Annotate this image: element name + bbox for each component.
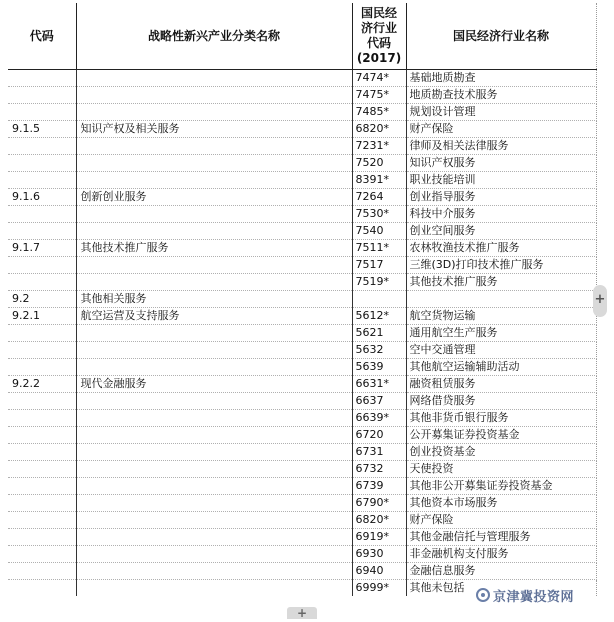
cell-strategic-name	[76, 138, 352, 155]
cell-industry-name: 创业投资基金	[406, 444, 596, 461]
cell-industry-name: 地质勘查技术服务	[406, 87, 596, 104]
cell-strategic-name	[76, 342, 352, 359]
header-industry-code-line1: 国民经	[360, 6, 397, 20]
table-row	[8, 563, 596, 580]
cell-industry-name: 金融信息服务	[406, 563, 596, 580]
cell-strategic-name	[76, 70, 352, 87]
cell-industry-code: 7264	[352, 189, 406, 206]
cell-industry-name: 创业指导服务	[406, 189, 596, 206]
cell-industry-name: 创业空间服务	[406, 223, 596, 240]
cell-code	[8, 529, 76, 546]
table-row	[8, 546, 596, 563]
cell-strategic-name: 航空运营及支持服务	[76, 308, 352, 325]
cell-code	[8, 70, 76, 87]
cell-code: 9.1.6	[8, 189, 76, 206]
cell-code	[8, 359, 76, 376]
cell-industry-code: 6940	[352, 563, 406, 580]
cell-strategic-name	[76, 461, 352, 478]
cell-code	[8, 478, 76, 495]
cell-strategic-name	[76, 410, 352, 427]
cell-strategic-name	[76, 359, 352, 376]
cell-industry-code: 6631*	[352, 376, 406, 393]
cell-strategic-name	[76, 444, 352, 461]
cell-code	[8, 104, 76, 121]
cell-industry-code: 7519*	[352, 274, 406, 291]
table-row	[8, 410, 596, 427]
cell-industry-name: 规划设计管理	[406, 104, 596, 121]
table-row	[8, 342, 596, 359]
cell-strategic-name	[76, 512, 352, 529]
table-row	[8, 257, 596, 274]
cell-strategic-name: 创新创业服务	[76, 189, 352, 206]
header-industry-code	[352, 3, 406, 70]
cell-code: 9.2	[8, 291, 76, 308]
cell-strategic-name	[76, 529, 352, 546]
table-body	[8, 70, 596, 597]
cell-industry-code: 6930	[352, 546, 406, 563]
cell-code	[8, 495, 76, 512]
cell-industry-name: 其他未包括	[406, 580, 596, 597]
cell-industry-code: 7475*	[352, 87, 406, 104]
cell-industry-name: 天使投资	[406, 461, 596, 478]
cell-industry-name: 其他非公开募集证券投资基金	[406, 478, 596, 495]
cell-strategic-name	[76, 206, 352, 223]
wechat-logo-icon	[476, 588, 490, 602]
cell-industry-name: 通用航空生产服务	[406, 325, 596, 342]
cell-code	[8, 444, 76, 461]
cell-industry-code: 5621	[352, 325, 406, 342]
cell-industry-code: 6637	[352, 393, 406, 410]
cell-code: 9.1.7	[8, 240, 76, 257]
table-row	[8, 529, 596, 546]
table-row	[8, 223, 596, 240]
cell-industry-code: 8391*	[352, 172, 406, 189]
table-row	[8, 70, 596, 87]
cell-code: 9.1.5	[8, 121, 76, 138]
table-row	[8, 189, 596, 206]
cell-industry-code: 5632	[352, 342, 406, 359]
cell-industry-name: 职业技能培训	[406, 172, 596, 189]
cell-industry-code: 7511*	[352, 240, 406, 257]
cell-code	[8, 512, 76, 529]
cell-code	[8, 206, 76, 223]
header-industry-code-line2: 济行业	[360, 21, 397, 35]
table-row	[8, 121, 596, 138]
cell-strategic-name	[76, 580, 352, 597]
table-row	[8, 104, 596, 121]
table-row	[8, 155, 596, 172]
cell-strategic-name	[76, 478, 352, 495]
cell-code: 9.2.1	[8, 308, 76, 325]
cell-industry-code: 7485*	[352, 104, 406, 121]
cell-industry-name: 财产保险	[406, 512, 596, 529]
cell-code: 9.2.2	[8, 376, 76, 393]
cell-code	[8, 155, 76, 172]
cell-industry-name: 空中交通管理	[406, 342, 596, 359]
plus-icon: +	[594, 292, 606, 307]
cell-industry-code: 5612*	[352, 308, 406, 325]
cell-industry-code: 6820*	[352, 121, 406, 138]
table-row	[8, 376, 596, 393]
header-industry-code-line3: 代码	[366, 36, 391, 50]
cell-industry-name: 律师及相关法律服务	[406, 138, 596, 155]
cell-industry-name: 三维(3D)打印技术推广服务	[406, 257, 596, 274]
cell-industry-code: 7540	[352, 223, 406, 240]
cell-strategic-name: 现代金融服务	[76, 376, 352, 393]
cell-industry-code: 6639*	[352, 410, 406, 427]
cell-industry-code: 7530*	[352, 206, 406, 223]
cell-strategic-name	[76, 223, 352, 240]
cell-industry-name: 非金融机构支付服务	[406, 546, 596, 563]
cell-code	[8, 427, 76, 444]
watermark	[476, 586, 574, 604]
cell-code	[8, 138, 76, 155]
cell-code	[8, 325, 76, 342]
table-row	[8, 325, 596, 342]
cell-code	[8, 546, 76, 563]
cell-industry-name: 农林牧渔技术推广服务	[406, 240, 596, 257]
cell-industry-name: 其他非货币银行服务	[406, 410, 596, 427]
cell-code	[8, 410, 76, 427]
cell-strategic-name: 其他相关服务	[76, 291, 352, 308]
expand-side-handle[interactable]	[593, 285, 607, 317]
cell-code	[8, 257, 76, 274]
cell-industry-name	[406, 291, 596, 308]
header-code: 代码	[8, 3, 76, 70]
cell-industry-code	[352, 291, 406, 308]
cell-industry-name: 其他技术推广服务	[406, 274, 596, 291]
table-row	[8, 274, 596, 291]
cell-strategic-name	[76, 495, 352, 512]
header-strategic-name: 战略性新兴产业分类名称	[76, 3, 352, 70]
cell-strategic-name	[76, 274, 352, 291]
cell-industry-code: 6732	[352, 461, 406, 478]
table-row	[8, 206, 596, 223]
table-row	[8, 393, 596, 410]
cell-industry-name: 科技中介服务	[406, 206, 596, 223]
table-row	[8, 478, 596, 495]
table-row	[8, 461, 596, 478]
cell-strategic-name	[76, 172, 352, 189]
cell-strategic-name	[76, 563, 352, 580]
table-row	[8, 240, 596, 257]
header-industry-code-line4: (2017)	[356, 51, 402, 65]
cell-industry-name: 融资租赁服务	[406, 376, 596, 393]
cell-industry-code: 7474*	[352, 70, 406, 87]
cell-strategic-name	[76, 325, 352, 342]
cell-code	[8, 172, 76, 189]
cell-strategic-name	[76, 155, 352, 172]
cell-industry-code: 6999*	[352, 580, 406, 597]
cell-industry-name: 其他金融信托与管理服务	[406, 529, 596, 546]
watermark-text: 京津冀投资网	[493, 589, 575, 605]
cell-industry-name: 公开募集证券投资基金	[406, 427, 596, 444]
table-row	[8, 138, 596, 155]
table-row	[8, 87, 596, 104]
cell-industry-code: 6720	[352, 427, 406, 444]
cell-industry-code: 6919*	[352, 529, 406, 546]
cell-industry-name: 其他航空运输辅助活动	[406, 359, 596, 376]
cell-industry-name: 基础地质勘查	[406, 70, 596, 87]
table-row	[8, 495, 596, 512]
cell-strategic-name	[76, 427, 352, 444]
cell-strategic-name	[76, 87, 352, 104]
cell-industry-name: 知识产权服务	[406, 155, 596, 172]
cell-industry-name: 网络借贷服务	[406, 393, 596, 410]
cell-industry-code: 5639	[352, 359, 406, 376]
cell-code	[8, 393, 76, 410]
cell-industry-code: 6731	[352, 444, 406, 461]
cell-code	[8, 87, 76, 104]
cell-code	[8, 580, 76, 597]
table-row	[8, 308, 596, 325]
cell-industry-name: 其他资本市场服务	[406, 495, 596, 512]
table-row	[8, 291, 596, 308]
cell-industry-code: 6790*	[352, 495, 406, 512]
expand-bottom-handle[interactable]	[287, 607, 317, 619]
cell-strategic-name: 其他技术推广服务	[76, 240, 352, 257]
cell-code	[8, 461, 76, 478]
cell-code	[8, 563, 76, 580]
cell-industry-code: 6739	[352, 478, 406, 495]
cell-industry-code: 7231*	[352, 138, 406, 155]
cell-strategic-name	[76, 257, 352, 274]
industry-classification-table	[8, 3, 597, 596]
cell-industry-name: 航空货物运输	[406, 308, 596, 325]
cell-strategic-name	[76, 104, 352, 121]
table-row	[8, 512, 596, 529]
cell-strategic-name: 知识产权及相关服务	[76, 121, 352, 138]
cell-code	[8, 342, 76, 359]
cell-strategic-name	[76, 393, 352, 410]
cell-industry-name: 财产保险	[406, 121, 596, 138]
table-row	[8, 359, 596, 376]
cell-code	[8, 223, 76, 240]
cell-industry-code: 7517	[352, 257, 406, 274]
cell-strategic-name	[76, 546, 352, 563]
cell-industry-code: 6820*	[352, 512, 406, 529]
table-row	[8, 444, 596, 461]
cell-industry-code: 7520	[352, 155, 406, 172]
table-header-row	[8, 3, 596, 70]
header-industry-name: 国民经济行业名称	[406, 3, 596, 70]
cell-code	[8, 274, 76, 291]
table-row	[8, 427, 596, 444]
table-row	[8, 172, 596, 189]
plus-icon: +	[296, 606, 308, 620]
